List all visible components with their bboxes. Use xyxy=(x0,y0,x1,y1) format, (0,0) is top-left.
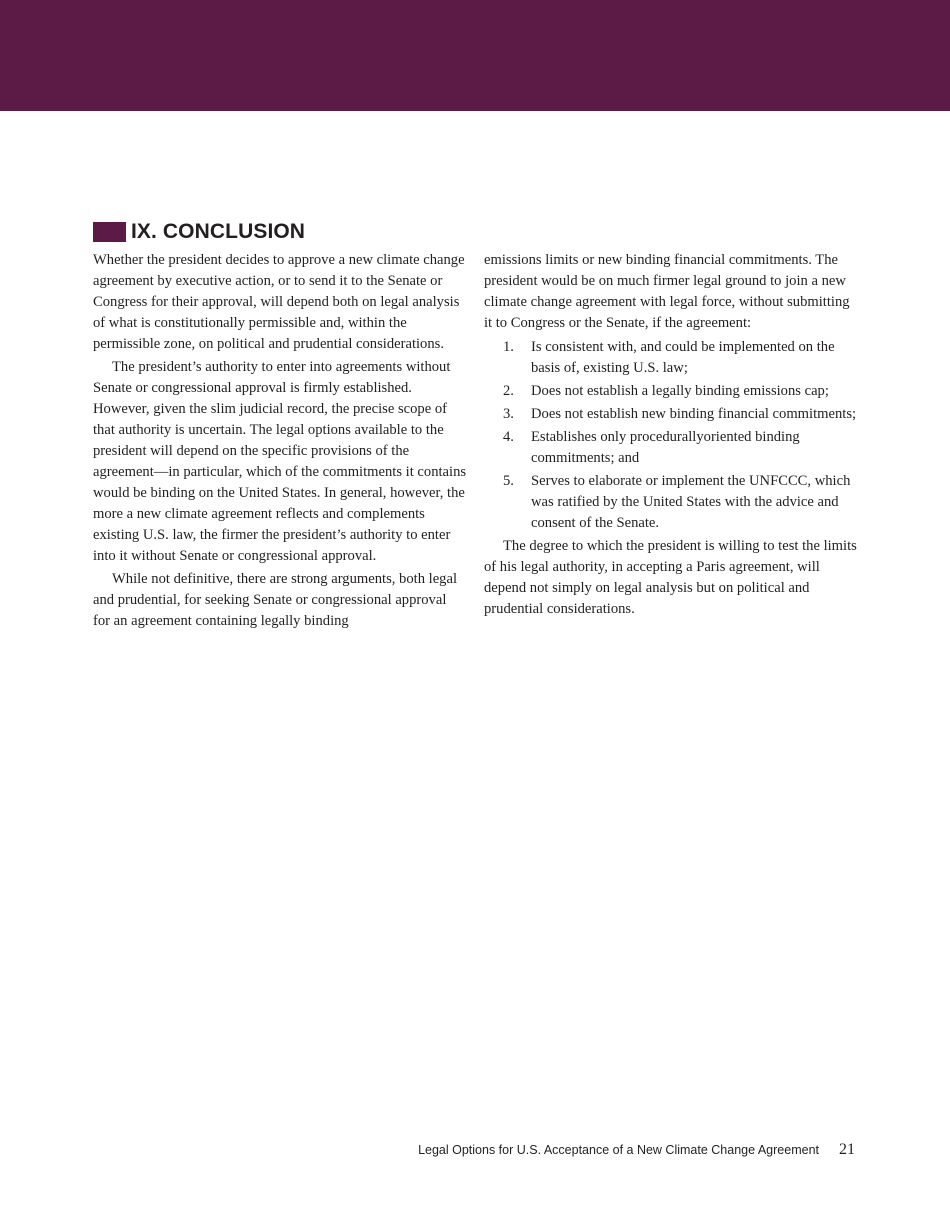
list-number: 3. xyxy=(503,406,514,422)
section-title: IX. CONCLUSION xyxy=(131,220,306,243)
list-text: Establishes only procedurallyoriented binding commitments; and xyxy=(531,429,800,466)
paragraph: emissions limits or new binding financial commitments. The president would be on much firmer legal ground to join a new climate change agreement with legal force, without submitting it to Congress or the Senate, if the agreement: xyxy=(484,252,850,331)
list-text: Does not establish a legally binding emissions cap; xyxy=(531,383,829,399)
conditions-list xyxy=(484,337,860,534)
list-number: 4. xyxy=(503,429,514,445)
list-item xyxy=(484,427,860,469)
heading-marker xyxy=(93,222,126,242)
list-item xyxy=(484,337,860,379)
right-column xyxy=(484,250,860,622)
paragraph: The degree to which the president is willing to test the limits of his legal authority, in accepting a Paris agreement, will depend not simply on legal analysis but on political and prudential considerations. xyxy=(484,538,857,617)
paragraph: The president’s authority to enter into agreements without Senate or congressional approval is firmly established. However, given the slim judicial record, the precise scope of that authority is uncertain. The legal options available to the president will depend on the specific provisions of the agreement—in particular, which of the commitments it contains would be binding on the United States. In general, however, the more a new climate agreement reflects and complements existing U.S. law, the firmer the president’s authority to enter into it without Senate or congressional approval. xyxy=(93,359,467,564)
list-text: Does not establish new binding financial commitments; xyxy=(531,406,857,422)
list-number: 5. xyxy=(503,473,514,489)
list-item xyxy=(484,471,860,534)
footer-title: Legal Options for U.S. Acceptance of a New Climate Change Agreement xyxy=(418,1143,819,1157)
list-number: 2. xyxy=(503,383,514,399)
page-number: 21 xyxy=(839,1141,855,1158)
list-number: 1. xyxy=(503,339,514,355)
list-text: Is consistent with, and could be implemented on the basis of, existing U.S. law; xyxy=(531,339,835,376)
page-footer xyxy=(418,1141,855,1159)
left-column xyxy=(93,250,467,634)
list-item xyxy=(484,404,860,425)
paragraph: Whether the president decides to approve a new climate change agreement by executive action, or to send it to the Senate or Congress for their approval, will depend both on legal analysis of what is constitutionally permissible and, within the permissible zone, on political and prudential considerations. xyxy=(93,252,465,352)
paragraph: While not definitive, there are strong arguments, both legal and prudential, for seeking Senate or congressional approval for an agreement containing legally binding xyxy=(93,571,458,629)
list-item xyxy=(484,381,860,402)
section-heading xyxy=(93,219,305,245)
header-band xyxy=(0,0,950,111)
list-text: Serves to elaborate or implement the UNFCCC, which was ratified by the United States with the advice and consent of the Senate. xyxy=(531,473,851,531)
